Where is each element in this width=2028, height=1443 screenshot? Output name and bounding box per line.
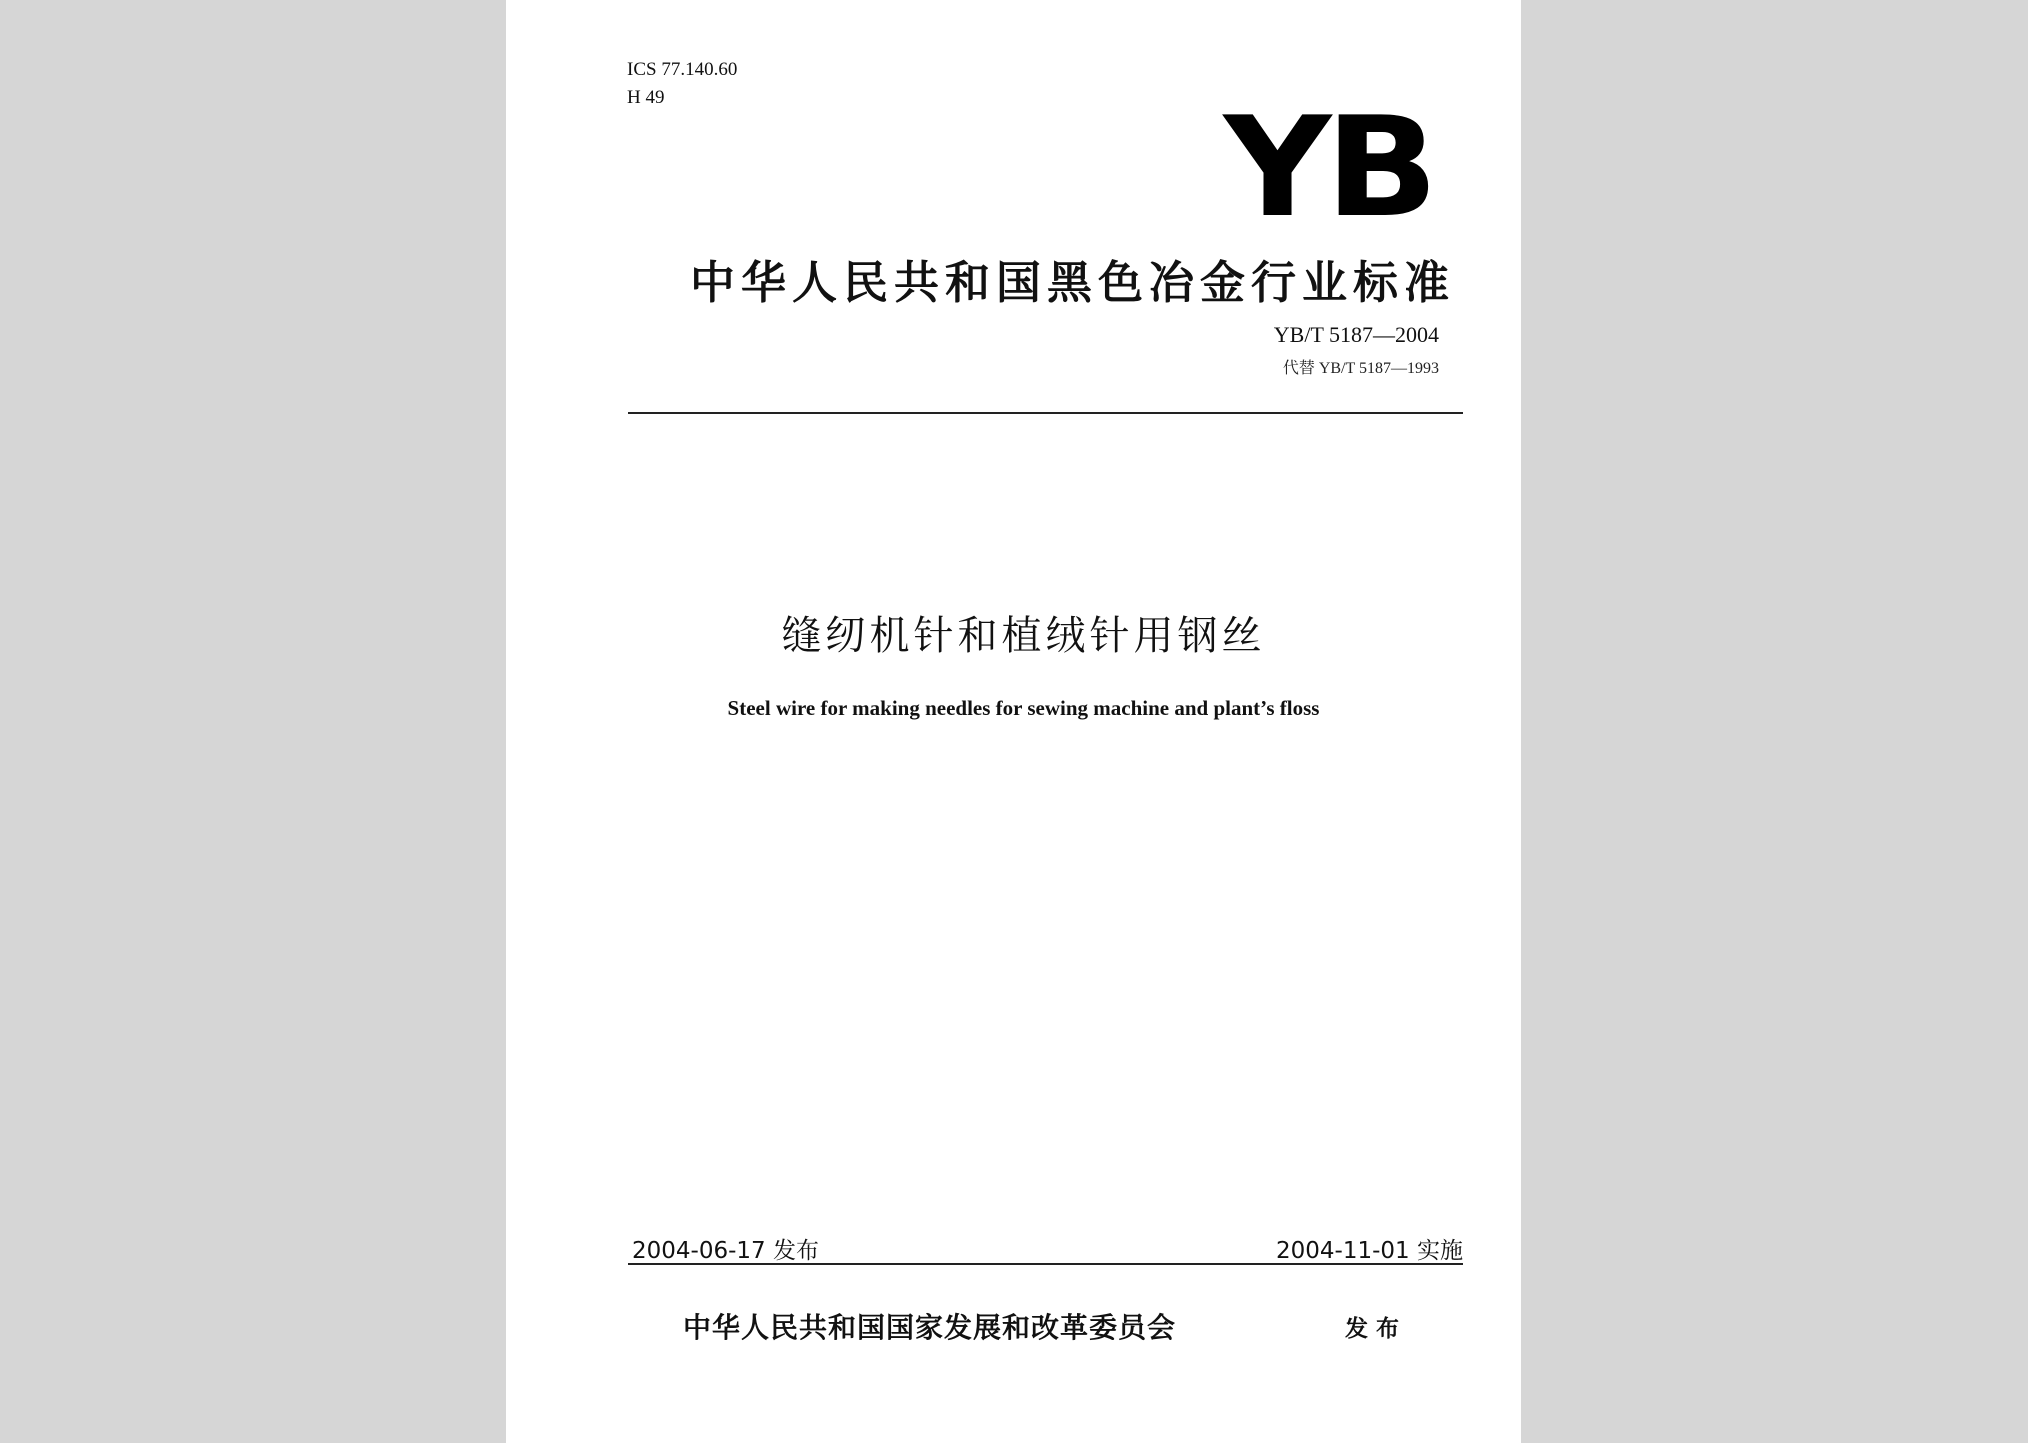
date-row — [628, 1232, 1463, 1264]
effective-date: 2004-11-01 实施 — [1276, 1238, 1463, 1264]
classification-code: H 49 — [627, 87, 665, 108]
replaces-standard: 代替 YB/T 5187—1993 — [1282, 360, 1439, 377]
ics-code: ICS 77.140.60 — [627, 59, 738, 80]
issue-date: 2004-06-17 发布 — [632, 1238, 819, 1264]
issuing-authority: 中华人民共和国国家发展和改革委员会 — [683, 1311, 1177, 1344]
document-title-english: Steel wire for making needles for sewing machine and plant’s floss — [727, 696, 1320, 720]
standard-category: 中华人民共和国黑色冶金行业标准 — [689, 256, 1455, 309]
document-title-chinese: 缝纫机针和植绒针用钢丝 — [781, 613, 1266, 659]
header-divider — [628, 412, 1463, 414]
footer-divider — [628, 1263, 1463, 1265]
ics-block — [627, 56, 737, 112]
issuer-action: 发布 — [1345, 1316, 1407, 1342]
standard-number: YB/T 5187—2004 — [1273, 322, 1439, 347]
document-page — [506, 0, 1521, 1443]
yb-logo: YB — [1223, 87, 1432, 248]
